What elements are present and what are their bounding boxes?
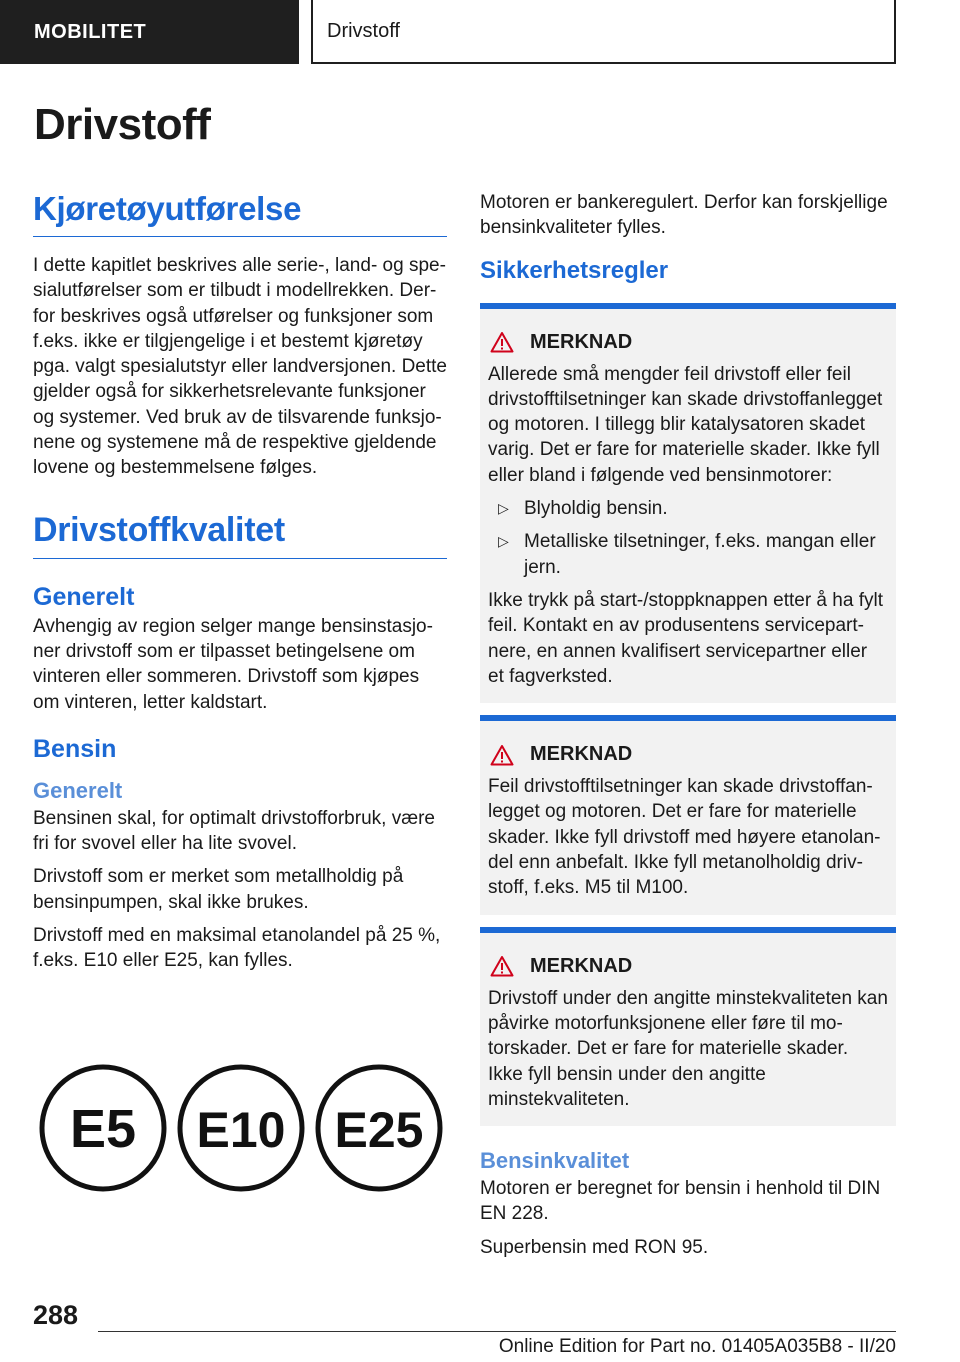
- page-number: 288: [33, 1300, 79, 1330]
- notice-2-text: Feil drivstofftilsetninger kan skade drivstoffan-legget og motoren. Det er fare for materielle skader. Ikke fyll drivstoff med høyere etanolan-del enn anbefalt. Ikke fyll metanolholdig driv-stoff, f.eks. M5 til M100.: [488, 776, 881, 899]
- heading-fuel-quality: Drivstoffkvalitet: [33, 511, 447, 559]
- notice-3-text: Drivstoff under den angitte minstekvaliteten kan påvirke motorfunksjonene eller føre til mo-torskader. Det er fare for materielle skader. Ikke fyll bensin under den angitte minstekvaliteten.: [488, 987, 888, 1110]
- badge-e5-label: E5: [69, 1099, 137, 1159]
- notice-box-3: [480, 927, 896, 1126]
- chapter-tab: [311, 0, 896, 64]
- paragraph-ron-95: Superbensin med RON 95.: [480, 1236, 709, 1258]
- list-item: [488, 496, 888, 521]
- notice-label: MERKNAD: [530, 330, 633, 353]
- notice-box-2: [480, 715, 896, 914]
- section-label: MOBILITET: [34, 20, 147, 43]
- badge-e25: [318, 1067, 440, 1189]
- list-item-text: Metalliske tilsetninger, f.eks. mangan eller jern.: [524, 531, 876, 578]
- left-column: [33, 190, 447, 974]
- page-title: Drivstoff: [34, 100, 211, 149]
- bullet-triangle-icon: ▷: [498, 533, 509, 550]
- warning-triangle-icon: [490, 744, 514, 766]
- section-tab: [0, 0, 299, 64]
- paragraph-knock-control: Motoren er bankeregulert. Derfor kan forskjellige bensinkvaliteter fylles.: [480, 192, 888, 239]
- footer-divider: [98, 1331, 896, 1332]
- paragraph-petrol-2: Drivstoff som er merket som metallholdig på bensinpumpen, skal ikke brukes.: [33, 866, 404, 913]
- heading-petrol-general: Generelt: [33, 777, 123, 803]
- badge-e10-label: E10: [196, 1102, 286, 1158]
- notice-1-action: Ikke trykk på start-/stoppknappen etter å ha fylt feil. Kontakt en av produsentens servicepart-nere, en annen kvalifisert servicepartner eller et fagverksted.: [488, 589, 883, 687]
- notice-1-text: Allerede små mengder feil drivstoff eller feil drivstofftilsetninger kan skade drivstoffanlegget og motoren. I tillegg blir katalysatoren skadet varig. Det er fare for materielle skader. Ikke fyll eller bland i følgende ved bensinmotorer:: [488, 363, 883, 486]
- paragraph-din-en-228: Motoren er beregnet for bensin i henhold til DIN EN 228.: [480, 1178, 881, 1225]
- ethanol-badges: [36, 1063, 446, 1193]
- heading-petrol-quality: Bensinkvalitet: [480, 1148, 630, 1174]
- heading-petrol: Bensin: [33, 734, 117, 763]
- list-item-text: Blyholdig bensin.: [524, 498, 668, 520]
- notice-label: MERKNAD: [530, 954, 633, 977]
- chapter-label: Drivstoff: [327, 19, 400, 42]
- notice-box-1: [480, 303, 896, 704]
- heading-safety-rules: Sikkerhetsregler: [480, 256, 669, 284]
- warning-triangle-icon: [490, 955, 514, 977]
- bullet-triangle-icon: ▷: [498, 500, 509, 517]
- list-item: [488, 529, 888, 580]
- badge-e5: [42, 1067, 164, 1189]
- heading-general: Generelt: [33, 582, 135, 611]
- notice-label: MERKNAD: [530, 743, 633, 766]
- heading-vehicle-version: Kjøretøyutførelse: [33, 190, 447, 237]
- right-column: [480, 190, 896, 1260]
- paragraph-petrol-1: Bensinen skal, for optimalt drivstofforbruk, være fri for svovel eller ha lite svovel.: [33, 807, 435, 855]
- badge-e25-label: E25: [334, 1102, 424, 1158]
- paragraph-petrol-3: Drivstoff med en maksimal etanolandel på 25 %, f.eks. E10 eller E25, kan fylles.: [33, 925, 441, 972]
- badge-e10: [180, 1067, 302, 1189]
- warning-triangle-icon: [490, 331, 514, 353]
- paragraph-vehicle-version: I dette kapitlet beskrives alle serie-, land- og spe-sialutførelser som er tilbudt i modellrekken. Der-for beskrives også utførelser og funksjoner som f.eks. ikke er tilgjengelige i et bestemt kjøretøy pga. valgt spesialutstyr eller landversjonen. Dette gjelder også for sikkerhetsrelevante funksjoner og systemer. Ved bruk av de tilsvarende funksjo-nene og systemene må de respektive gjeldende lovene og bestemmelsene følges.: [33, 255, 448, 479]
- paragraph-general: Avhengig av region selger mange bensinstasjo-ner drivstoff som er tilpasset betingelsene om vinteren eller sommeren. Drivstoff som kjøpes om vinteren, letter kaldstart.: [33, 615, 433, 713]
- edition-info: Online Edition for Part no. 01405A035B8 - II/20: [498, 1336, 896, 1357]
